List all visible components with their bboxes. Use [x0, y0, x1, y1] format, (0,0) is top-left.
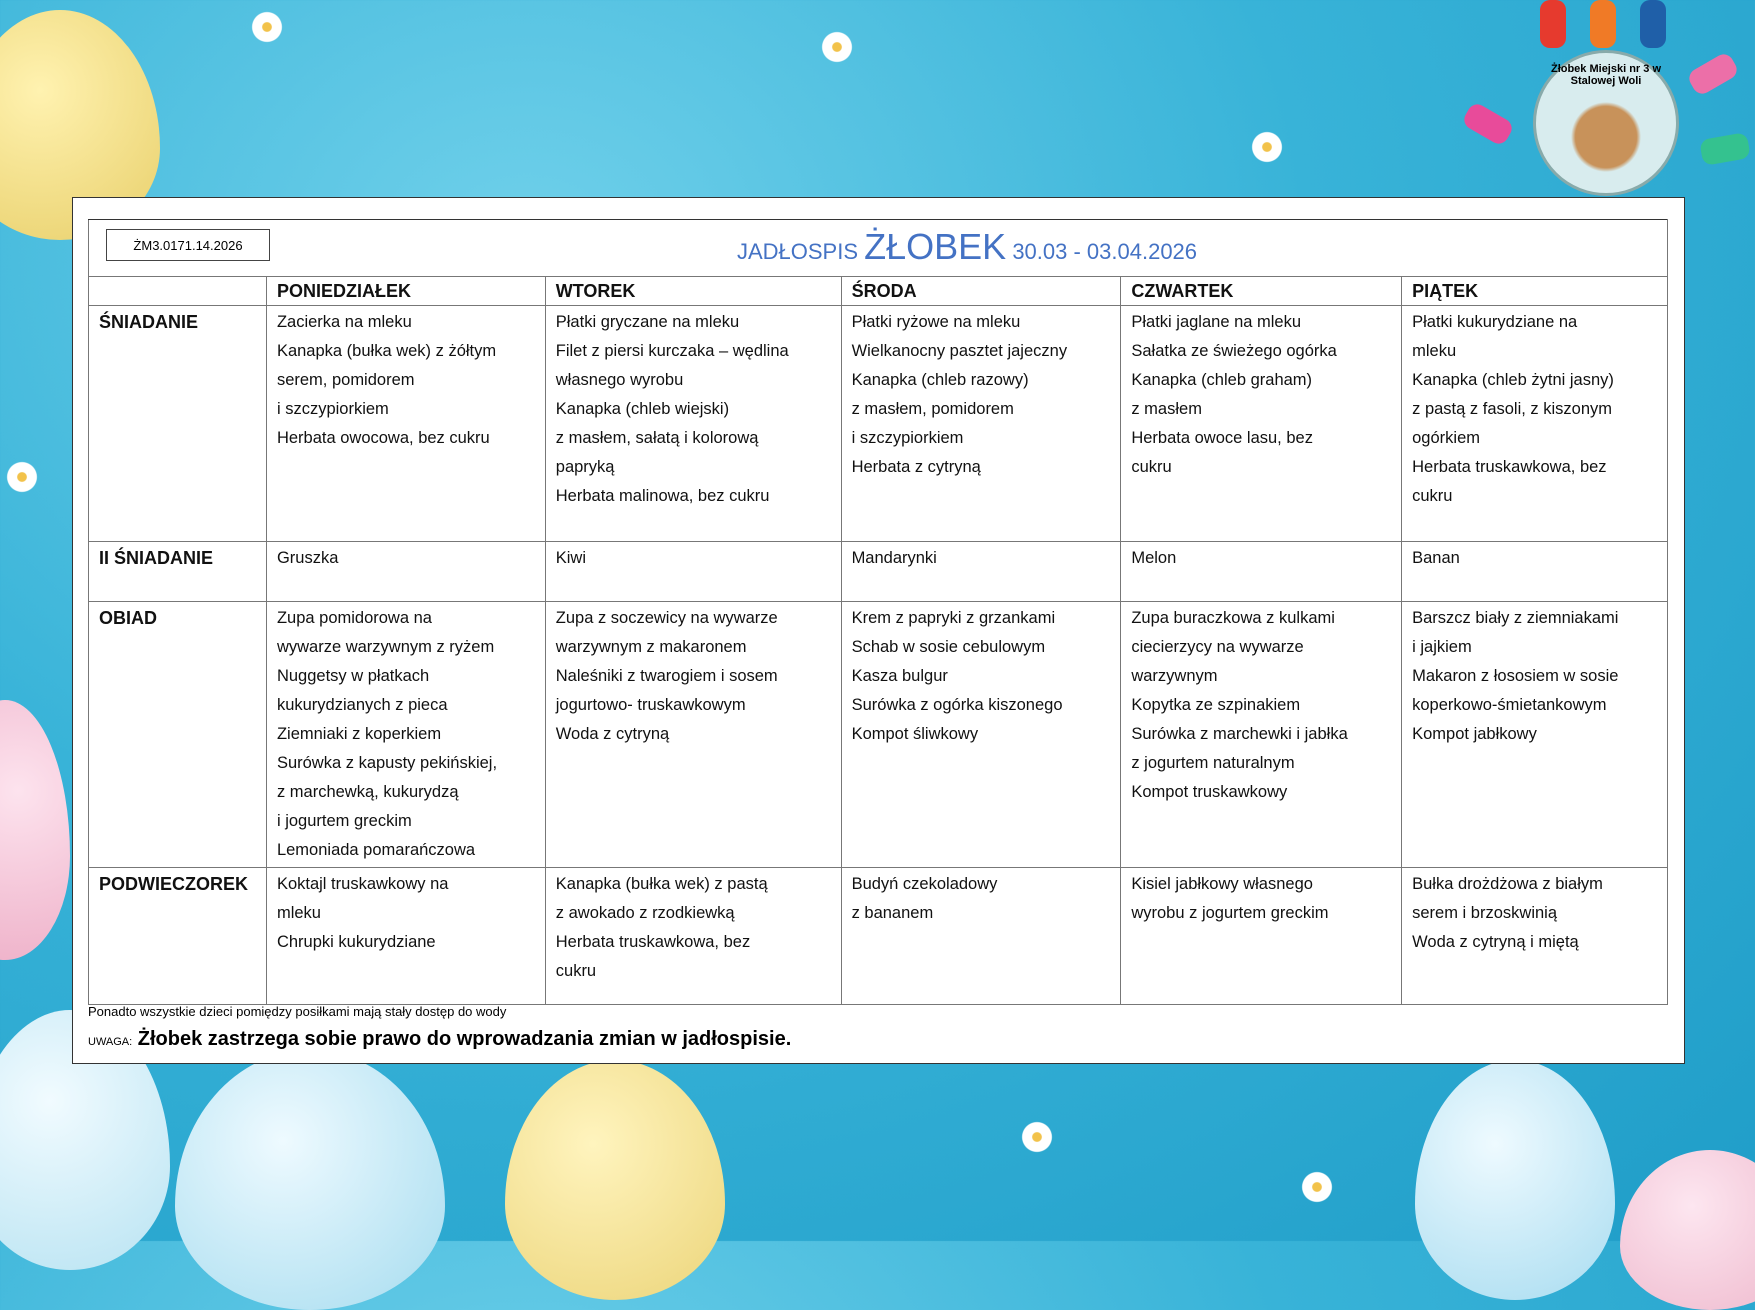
- easter-egg-blue: [1415, 1060, 1615, 1300]
- menu-cell: [841, 602, 1121, 868]
- menu-line: Krem z papryki z grzankami: [851, 609, 1056, 627]
- menu-line: wyrobu z jogurtem greckim: [1131, 904, 1329, 922]
- menu-cell: [1121, 542, 1402, 602]
- menu-line: Kopytka ze szpinakiem: [1131, 696, 1301, 714]
- menu-line: Surówka z ogórka kiszonego: [851, 696, 1063, 714]
- menu-line: Woda z cytryną: [555, 725, 670, 743]
- page-title: [266, 226, 1668, 268]
- menu-cell: [1402, 306, 1668, 542]
- menu-line: z jogurtem naturalnym: [1131, 754, 1295, 772]
- menu-cell: [841, 542, 1121, 602]
- menu-cell: [266, 868, 545, 1005]
- menu-line: i szczypiorkiem: [851, 429, 964, 447]
- flower-decoration: [1300, 1170, 1334, 1204]
- warning-label: UWAGA:: [88, 1036, 133, 1048]
- sock-decoration: [1699, 132, 1751, 166]
- menu-cell: [266, 306, 545, 542]
- menu-line: kukurydzianych z pieca: [276, 696, 448, 714]
- logo-text: Żłobek Miejski nr 3 w Stalowej Woli: [1550, 63, 1662, 87]
- menu-line: jogurtowo- truskawkowym: [555, 696, 746, 714]
- menu-line: Kanapka (chleb wiejski): [555, 400, 730, 418]
- menu-line: Herbata owocowa, bez cukru: [276, 429, 490, 447]
- menu-cell: [545, 542, 841, 602]
- menu-line: z marchewką, kukurydzą: [276, 783, 459, 801]
- sock-decoration: [1590, 0, 1616, 48]
- meal-row: [89, 542, 1668, 602]
- menu-cell: [545, 868, 841, 1005]
- menu-cell: [266, 542, 545, 602]
- menu-line: serem, pomidorem: [276, 371, 415, 389]
- menu-line: Zupa buraczkowa z kulkami: [1131, 609, 1335, 627]
- menu-line: cukru: [1412, 487, 1453, 505]
- warning-text: Żłobek zastrzega sobie prawo do wprowadzania zmian w jadłospisie.: [137, 1028, 792, 1050]
- menu-line: Zupa z soczewicy na wywarze: [555, 609, 778, 627]
- menu-line: Nuggetsy w płatkach: [276, 667, 430, 685]
- menu-line: z pastą z fasoli, z kiszonym: [1412, 400, 1613, 418]
- menu-line: Kanapka (bułka wek) z pastą: [555, 875, 768, 893]
- flower-decoration: [820, 30, 854, 64]
- menu-line: Kisiel jabłkowy własnego: [1131, 875, 1313, 893]
- menu-line: mleku: [1412, 342, 1457, 360]
- menu-line: Naleśniki z twarogiem i sosem: [555, 667, 778, 685]
- meal-name: OBIAD: [89, 602, 267, 868]
- menu-line: Koktajl truskawkowy na: [276, 875, 449, 893]
- menu-line: Banan: [1412, 549, 1460, 567]
- menu-line: Herbata malinowa, bez cukru: [555, 487, 770, 505]
- menu-line: Surówka z marchewki i jabłka: [1131, 725, 1348, 743]
- day-header: CZWARTEK: [1121, 277, 1402, 306]
- menu-line: Woda z cytryną i miętą: [1412, 933, 1579, 951]
- nursery-logo: [1533, 50, 1679, 196]
- menu-line: Gruszka: [276, 549, 339, 567]
- menu-line: Filet z piersi kurczaka – wędlina: [555, 342, 789, 360]
- menu-line: Budyń czekoladowy: [851, 875, 998, 893]
- menu-line: i szczypiorkiem: [276, 400, 389, 418]
- menu-cell: [545, 602, 841, 868]
- menu-line: i jajkiem: [1412, 638, 1472, 656]
- day-header: PIĄTEK: [1402, 277, 1668, 306]
- menu-line: Schab w sosie cebulowym: [851, 638, 1046, 656]
- menu-line: Herbata owoce lasu, bez: [1131, 429, 1313, 447]
- menu-line: Kompot truskawkowy: [1131, 783, 1288, 801]
- menu-line: Kasza bulgur: [851, 667, 948, 685]
- sock-decoration: [1640, 0, 1666, 48]
- corner-cell: [89, 277, 267, 306]
- title-prefix: JADŁOSPIS: [736, 239, 858, 264]
- easter-egg-pink: [0, 700, 70, 960]
- flower-decoration: [250, 10, 284, 44]
- flower-decoration: [1020, 1120, 1054, 1154]
- menu-line: z masłem: [1131, 400, 1202, 418]
- menu-line: Herbata z cytryną: [851, 458, 981, 476]
- flower-decoration: [5, 460, 39, 494]
- menu-line: z awokado z rzodkiewką: [555, 904, 735, 922]
- title-dates: 30.03 - 03.04.2026: [1012, 239, 1198, 264]
- sock-decoration: [1540, 0, 1566, 48]
- menu-line: Ziemniaki z koperkiem: [276, 725, 442, 743]
- menu-cell: [841, 868, 1121, 1005]
- menu-line: ciecierzycy na wywarze: [1131, 638, 1304, 656]
- menu-cell: [841, 306, 1121, 542]
- menu-line: Herbata truskawkowa, bez: [555, 933, 751, 951]
- meal-name: II ŚNIADANIE: [89, 542, 267, 602]
- meal-row: [89, 602, 1668, 868]
- menu-cell: [1402, 868, 1668, 1005]
- menu-cell: [1121, 306, 1402, 542]
- menu-cell: [545, 306, 841, 542]
- day-header: PONIEDZIAŁEK: [266, 277, 545, 306]
- menu-line: mleku: [276, 904, 321, 922]
- day-header: WTOREK: [545, 277, 841, 306]
- menu-line: warzywnym z makaronem: [555, 638, 747, 656]
- menu-line: z masłem, sałatą i kolorową: [555, 429, 759, 447]
- meal-name: ŚNIADANIE: [89, 306, 267, 542]
- menu-line: Kompot śliwkowy: [851, 725, 979, 743]
- easter-egg-blue: [175, 1050, 445, 1310]
- meal-row: [89, 306, 1668, 542]
- menu-line: Płatki kukurydziane na: [1412, 313, 1578, 331]
- menu-line: Kiwi: [555, 549, 587, 567]
- menu-line: Zupa pomidorowa na: [276, 609, 432, 627]
- menu-line: Bułka drożdżowa z białym: [1412, 875, 1603, 893]
- menu-line: Melon: [1131, 549, 1177, 567]
- title-main: ŻŁOBEK: [864, 226, 1007, 267]
- menu-line: Chrupki kukurydziane: [276, 933, 436, 951]
- menu-line: Kompot jabłkowy: [1412, 725, 1537, 743]
- sock-decoration: [1686, 51, 1741, 98]
- flower-decoration: [1250, 130, 1284, 164]
- meal-name: PODWIECZOREK: [89, 868, 267, 1005]
- menu-line: Kanapka (bułka wek) z żółtym: [276, 342, 497, 360]
- menu-line: Makaron z łososiem w sosie: [1412, 667, 1619, 685]
- menu-line: warzywnym: [1131, 667, 1218, 685]
- menu-cell: [1121, 868, 1402, 1005]
- water-note: Ponadto wszystkie dzieci pomiędzy posiłkami mają stały dostęp do wody: [88, 1004, 507, 1019]
- menu-cell: [266, 602, 545, 868]
- day-header: ŚRODA: [841, 277, 1121, 306]
- menu-line: i jogurtem greckim: [276, 812, 412, 830]
- menu-line: Kanapka (chleb graham): [1131, 371, 1313, 389]
- sock-decoration: [1461, 101, 1516, 148]
- menu-line: z masłem, pomidorem: [851, 400, 1014, 418]
- menu-line: Kanapka (chleb żytni jasny): [1412, 371, 1614, 389]
- menu-line: z bananem: [851, 904, 934, 922]
- menu-line: Wielkanocny pasztet jajeczny: [851, 342, 1068, 360]
- menu-line: serem i brzoskwinią: [1412, 904, 1557, 922]
- document-code: ŻM3.0171.14.2026: [106, 229, 270, 261]
- menu-line: Płatki ryżowe na mleku: [851, 313, 1021, 331]
- menu-line: własnego wyrobu: [555, 371, 684, 389]
- menu-table: [88, 219, 1668, 1005]
- menu-cell: [1121, 602, 1402, 868]
- easter-egg-pink: [1620, 1150, 1755, 1310]
- menu-line: Mandarynki: [851, 549, 937, 567]
- easter-egg-yellow: [505, 1060, 725, 1300]
- meal-row: [89, 868, 1668, 1005]
- menu-cell: [1402, 602, 1668, 868]
- menu-line: cukru: [555, 962, 597, 980]
- menu-line: Surówka z kapusty pekińskiej,: [276, 754, 498, 772]
- menu-cell: [1402, 542, 1668, 602]
- days-header-row: [89, 277, 1668, 306]
- menu-line: wywarze warzywnym z ryżem: [276, 638, 495, 656]
- menu-line: ogórkiem: [1412, 429, 1480, 447]
- menu-line: Zacierka na mleku: [276, 313, 412, 331]
- menu-line: koperkowo-śmietankowym: [1412, 696, 1607, 714]
- warning: [88, 1028, 791, 1051]
- menu-line: Lemoniada pomarańczowa: [276, 841, 476, 859]
- menu-line: Herbata truskawkowa, bez: [1412, 458, 1607, 476]
- menu-line: Płatki gryczane na mleku: [555, 313, 740, 331]
- menu-line: Kanapka (chleb razowy): [851, 371, 1029, 389]
- menu-line: Sałatka ze świeżego ogórka: [1131, 342, 1337, 360]
- menu-line: papryką: [555, 458, 615, 476]
- menu-line: Płatki jaglane na mleku: [1131, 313, 1302, 331]
- menu-line: cukru: [1131, 458, 1172, 476]
- menu-line: Barszcz biały z ziemniakami: [1412, 609, 1619, 627]
